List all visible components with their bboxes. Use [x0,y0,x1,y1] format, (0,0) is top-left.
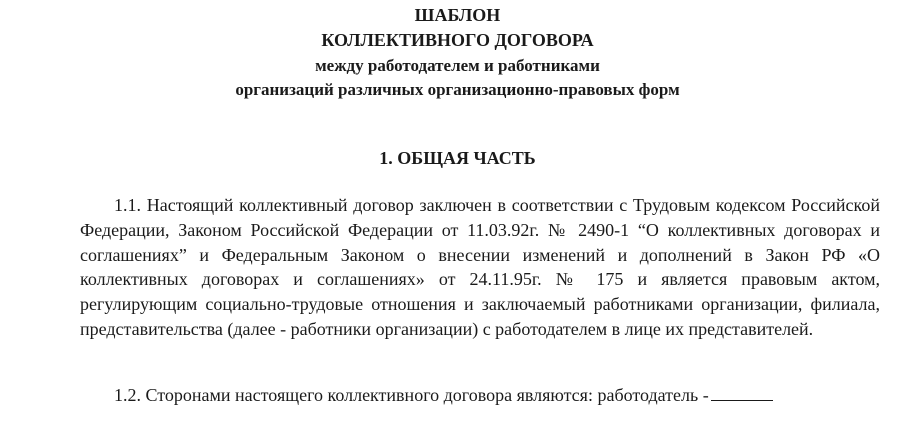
document-subtitle: КОЛЛЕКТИВНОГО ДОГОВОРА [321,30,594,50]
document-title: ШАБЛОН [414,5,501,25]
section-title: 1. ОБЩАЯ ЧАСТЬ [379,148,536,168]
document-subtitle-line4: организаций различных организационно-правовых форм [235,80,680,99]
paragraph-1-2-text: 1.2. Сторонами настоящего коллективного договора являются: работодатель - [114,385,709,405]
document-subtitle-line3: между работодателем и работниками [315,56,600,75]
paragraph-1-1: 1.1. Настоящий коллективный договор заключен в соответствии с Трудовым кодексом Российской Федерации, Законом Российской Федерации от 11.03.92г. № 2490-1 “О коллективных договорах и соглашениях” и Федеральным Законом о внесении изменений и дополнений в Закон РФ «О коллективных договорах и соглашениях» от 24.11.95г. № 175 и является правовым актом, регулирующим социально-трудовые отношения и заключаемый работниками организации, филиала, представительства (далее - работники организации) с работодателем в лице их представителей. [80,195,880,339]
fill-in-blank [711,384,773,401]
paragraph-1-2 [80,383,880,408]
